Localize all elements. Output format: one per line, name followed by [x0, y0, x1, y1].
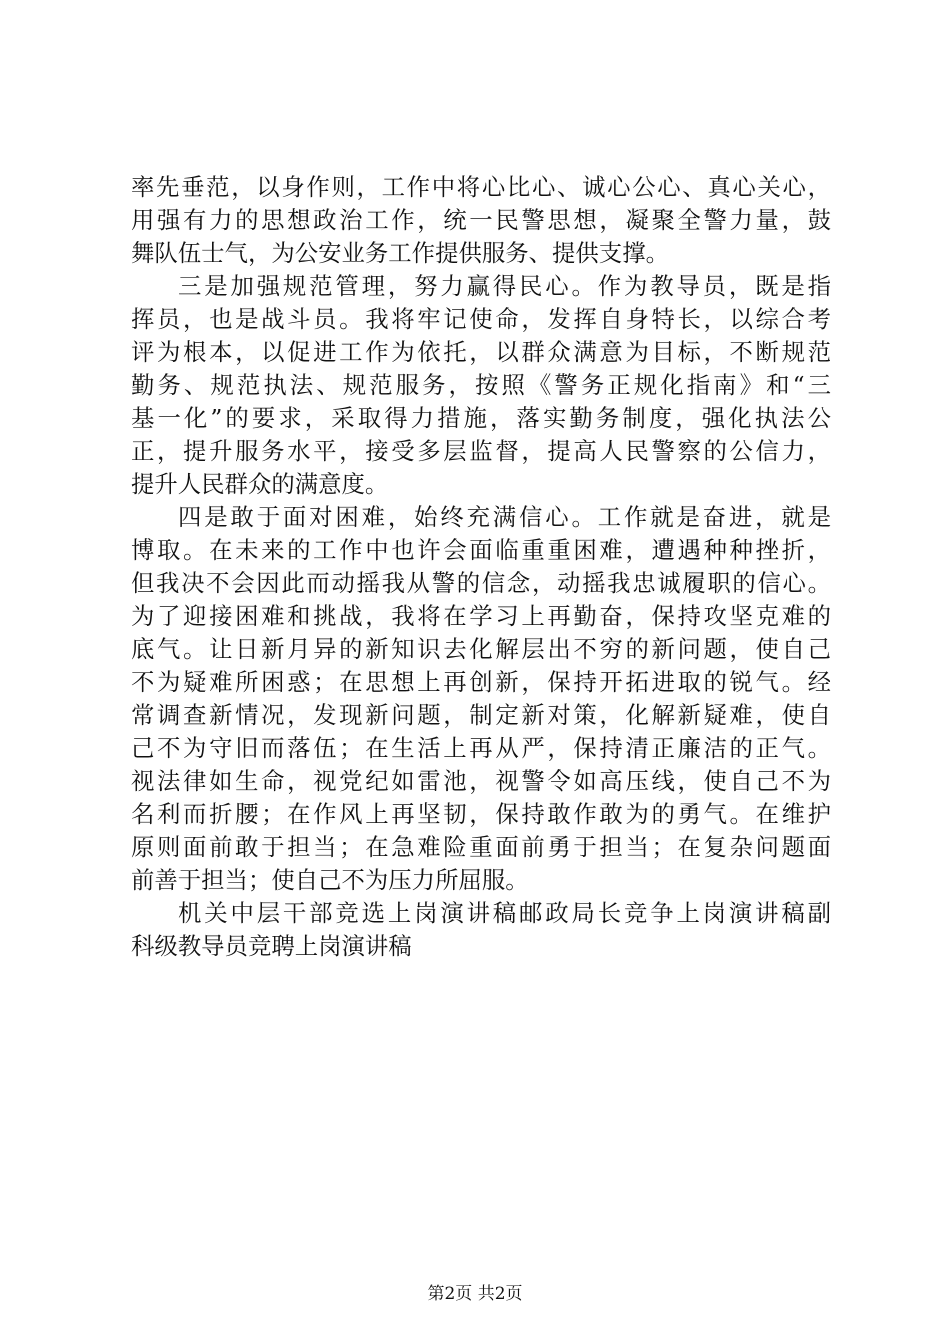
text-line: 前善于担当；使自己不为压力所屈服。 — [131, 866, 529, 894]
text-line: 原则面前敢于担当；在急难险重面前勇于担当；在复杂问题面 — [131, 833, 831, 861]
text-line: 不为疑难所困惑；在思想上再创新，保持开拓进取的锐气。经 — [131, 668, 831, 696]
text-line: 三是加强规范管理，努力赢得民心。作为教导员，既是指 — [178, 272, 831, 300]
text-line: 舞队伍士气，为公安业务工作提供服务、提供支撑。 — [131, 239, 669, 267]
text-line: 底气。让日新月异的新知识去化解层出不穷的新问题，使自己 — [131, 635, 831, 663]
text-line: 挥员，也是战斗员。我将牢记使命，发挥自身特长，以综合考 — [131, 305, 831, 333]
text-line: 机关中层干部竞选上岗演讲稿邮政局长竞争上岗演讲稿副 — [178, 899, 831, 927]
text-line: 正，提升服务水平，接受多层监督，提高人民警察的公信力， — [131, 437, 831, 465]
text-line: 常调查新情况，发现新问题，制定新对策，化解新疑难，使自 — [131, 701, 831, 729]
text-line: 名利而折腰；在作风上再坚韧，保持敢作敢为的勇气。在维护 — [131, 800, 831, 828]
text-line: 用强有力的思想政治工作，统一民警思想，凝聚全警力量，鼓 — [131, 206, 831, 234]
text-line: 四是敢于面对困难，始终充满信心。工作就是奋进，就是 — [178, 503, 831, 531]
text-line: 评为根本，以促进工作为依托，以群众满意为目标，不断规范 — [131, 338, 831, 366]
text-line: 科级教导员竞聘上岗演讲稿 — [131, 932, 412, 960]
page-footer — [0, 1283, 950, 1305]
text-line: 基一化”的要求，采取得力措施，落实勤务制度，强化执法公 — [131, 404, 831, 432]
document-body — [131, 171, 831, 963]
page-number-label: 第2页 共2页 — [427, 1284, 523, 1304]
text-line: 为了迎接困难和挑战，我将在学习上再勤奋，保持攻坚克难的 — [131, 602, 831, 630]
text-line: 视法律如生命，视党纪如雷池，视警令如高压线，使自己不为 — [131, 767, 831, 795]
text-line: 博取。在未来的工作中也许会面临重重困难，遭遇种种挫折， — [131, 536, 831, 564]
text-line: 提升人民群众的满意度。 — [131, 470, 389, 498]
text-line: 率先垂范，以身作则，工作中将心比心、诚心公心、真心关心， — [131, 173, 831, 201]
text-line: 勤务、规范执法、规范服务，按照《警务正规化指南》和“三 — [131, 371, 831, 399]
text-line: 但我决不会因此而动摇我从警的信念，动摇我忠诚履职的信心。 — [131, 569, 831, 597]
text-line: 己不为守旧而落伍；在生活上再从严，保持清正廉洁的正气。 — [131, 734, 831, 762]
